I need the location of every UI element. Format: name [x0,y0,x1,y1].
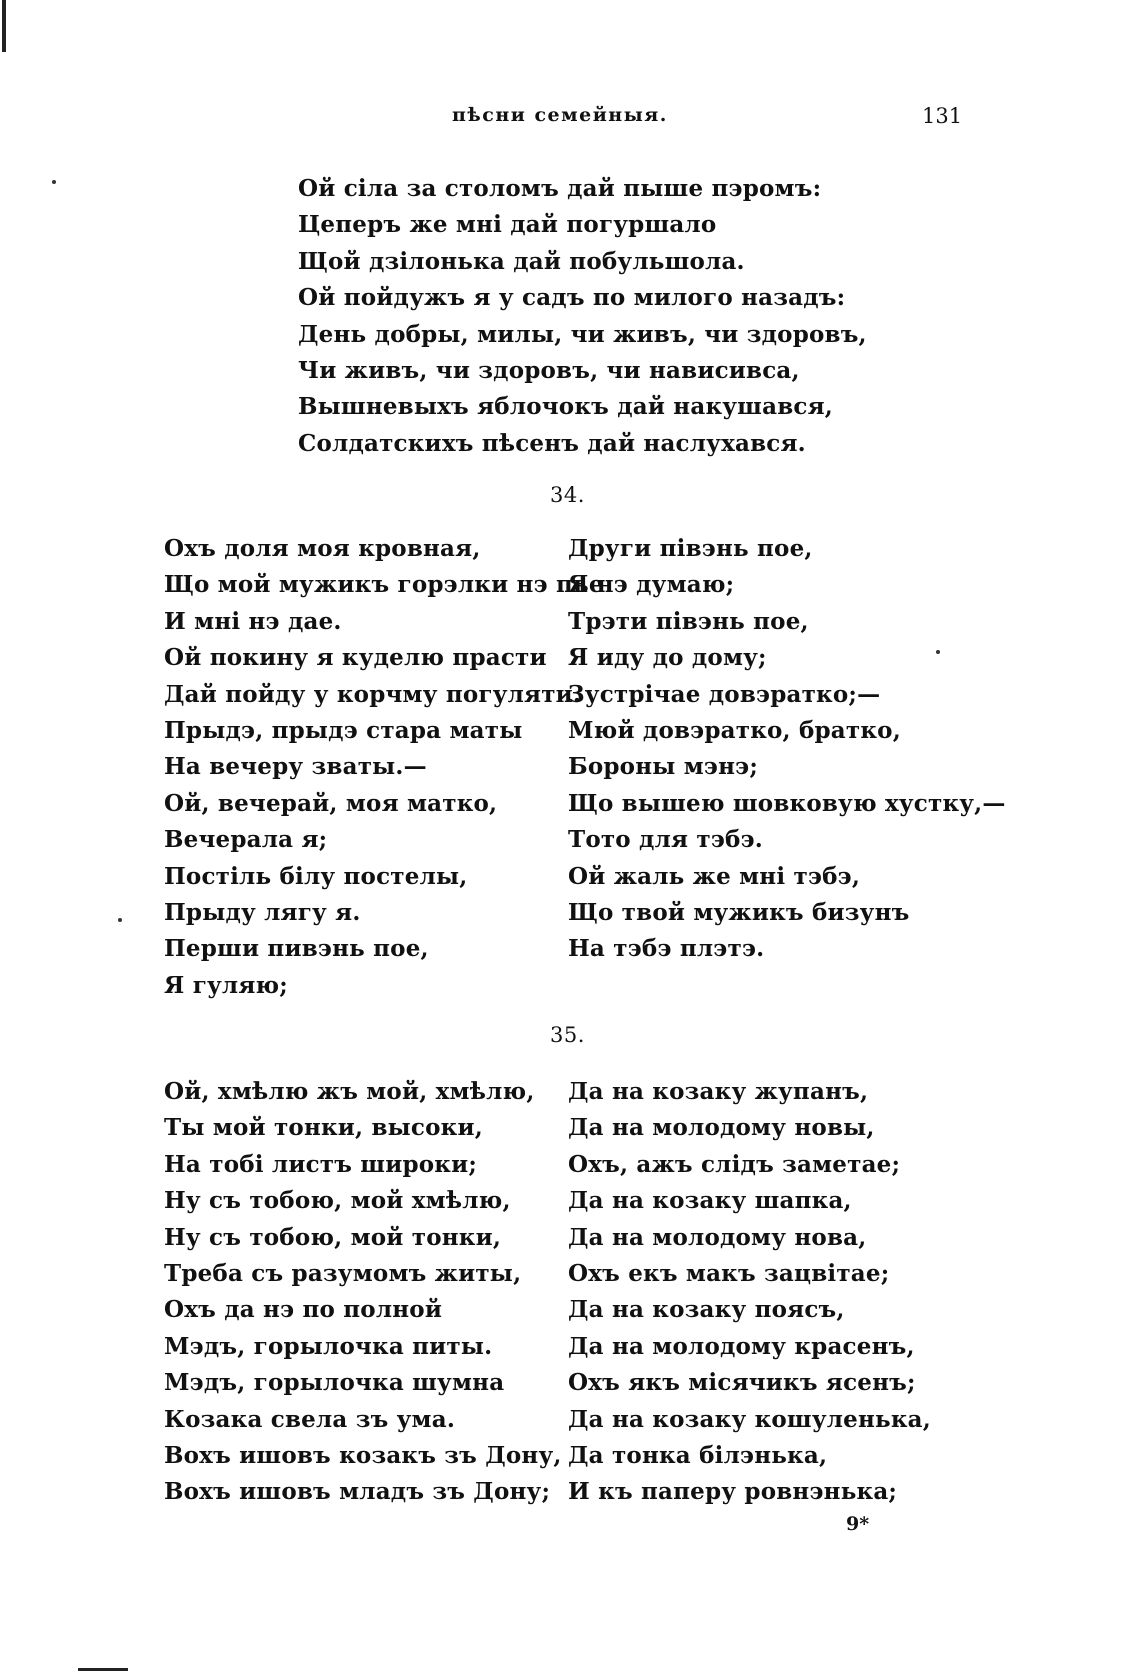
song-number-34: 34. [550,483,585,507]
verse-line: Солдатскихъ пѣсенъ дай наслухався. [298,429,806,457]
verse-line: Да на козаку шапка, [568,1187,852,1215]
verse-line: Ой жаль же мні тэбэ, [568,862,861,890]
verse-line: Да тонка білэнька, [568,1441,828,1469]
page-header [0,104,1140,138]
song-number-35: 35. [550,1023,585,1047]
verse-line: Трэти півэнь пое, [568,607,809,635]
verse-line: Прыдэ, прыдэ стара маты [164,716,523,744]
verse-line: Да на козаку кошуленька, [568,1405,931,1433]
scan-edge-mark [2,0,6,52]
song34-left-column [164,531,604,1004]
verse-line: Треба съ разумомъ житы, [164,1259,522,1287]
verse-line: На тэбэ плэтэ. [568,935,765,963]
verse-line: Козака свела зъ ума. [164,1405,456,1433]
verse-line: Що мой мужикъ горэлки нэ пье [164,571,604,599]
verse-line: Охъ да нэ по полной [164,1296,443,1324]
verse-line: На вечеру зваты.— [164,753,427,781]
verse-line: И къ паперу ровнэнька; [568,1478,898,1506]
verse-line: Я нэ думаю; [568,571,735,599]
verse-line: Дай пойду у корчму погуляти. [164,680,582,708]
verse-line: Щой дзілонька дай побульшола. [298,247,745,275]
song35-right-column [568,1074,988,1511]
verse-line: Мэдъ, горылочка питы. [164,1332,493,1360]
verse-line: Ой, вечерай, моя матко, [164,789,498,817]
signature-mark: 9* [846,1513,870,1535]
verse-line: Ну съ тобою, мой хмѣлю, [164,1187,511,1215]
verse-line: Вохъ ишовъ козакъ зъ Дону, [164,1441,562,1469]
verse-line: Да на козаку поясъ, [568,1296,845,1324]
verse-line: Вечерала я; [164,826,328,854]
verse-line: Охъ якъ місячикъ ясенъ; [568,1369,916,1397]
verse-line: Я иду до дому; [568,644,767,672]
page-number: 131 [922,104,963,128]
verse-line: Тото для тэбэ. [568,826,764,854]
verse-line: Я гуляю; [164,971,288,999]
verse-line: Перши пивэнь пое, [164,935,429,963]
verse-line: Вохъ ишовъ младъ зъ Дону; [164,1478,551,1506]
verse-line: Ой, хмѣлю жъ мой, хмѣлю, [164,1078,535,1105]
verse-line: И мні нэ дае. [164,607,342,635]
verse-line: Да на молодому красенъ, [568,1332,915,1360]
verse-line: Да на молодому новы, [568,1114,875,1142]
verse-line: Да на молодому нова, [568,1223,867,1251]
verse-line: Ой пойдужъ я у садъ по милого назадъ: [298,284,846,312]
verse-line: Мэдъ, горылочка шумна [164,1369,505,1397]
verse-line: Що твой мужикъ бизунъ [568,898,910,926]
verse-line: Ой сіла за столомъ дай пыше пэромъ: [298,175,822,202]
verse-line: Що вышею шовковую хустку,— [568,789,1006,817]
verse-line: Ну съ тобою, мой тонки, [164,1223,502,1251]
speck [118,918,122,922]
verse-line: Зустрічае довэратко;— [568,680,881,708]
scan-edge-mark [78,1668,128,1671]
verse-line: Други півэнь пое, [568,535,813,562]
verse-line: Ты мой тонки, высоки, [164,1114,483,1142]
verse-line: Бороны мэнэ; [568,753,759,781]
verse-line: День добры, милы, чи живъ, чи здоровъ, [298,320,867,348]
verse-line: На тобі листъ широки; [164,1150,478,1178]
verse-line: Мюй довэратко, братко, [568,716,901,744]
song35-left-column [164,1074,564,1511]
speck [52,180,56,184]
verse-line: Прыду лягу я. [164,898,361,926]
verse-line: Чи живъ, чи здоровъ, чи нависивса, [298,356,800,384]
verse-line: Охъ доля моя кровная, [164,535,481,562]
verse-line: Охъ, ажъ слідъ заметае; [568,1150,901,1178]
verse-line: Цеперъ же мні дай погуршало [298,211,717,239]
verse-line: Вышневыхъ яблочокъ дай накушався, [298,393,833,421]
verse-line: Ой покину я куделю прасти [164,644,547,672]
running-head: пѣсни семейныя. [452,104,668,126]
verse-line: Охъ екъ макъ зацвітае; [568,1259,890,1287]
verse-line: Постіль білу постелы, [164,862,468,890]
song34-right-column [568,531,1006,968]
top-stanza [298,171,938,462]
verse-line: Да на козаку жупанъ, [568,1078,869,1105]
